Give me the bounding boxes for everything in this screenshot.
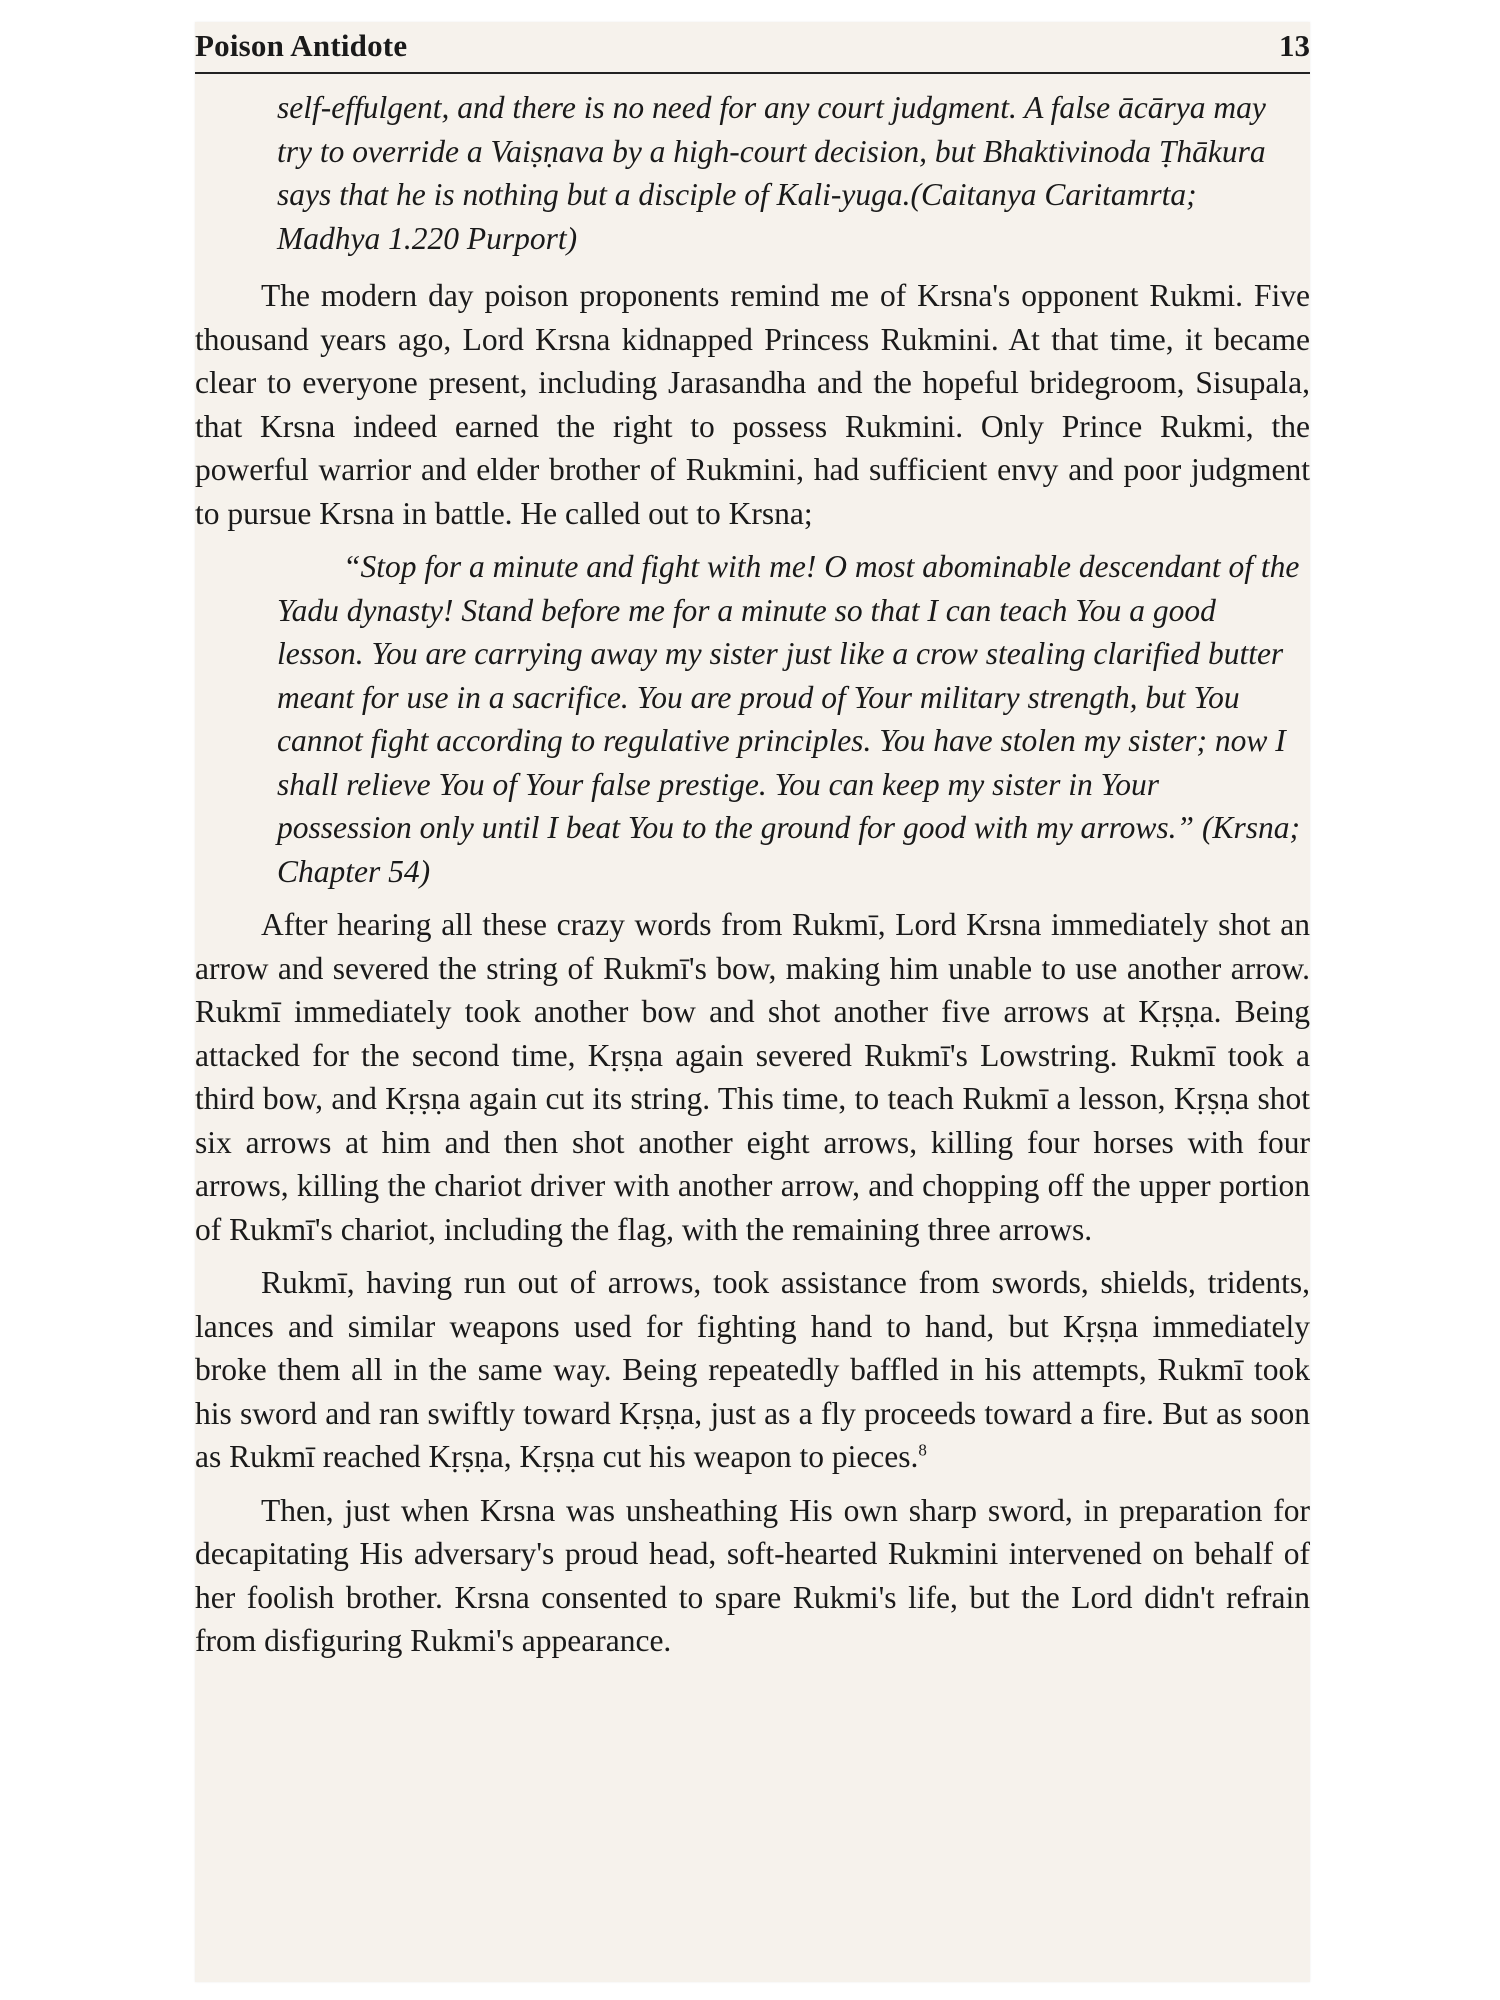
quote-block-rukmi-challenge: “Stop for a minute and fight with me! O most abominable descendant of the Yadu dynasty! Stand before me for a minute so that I can teach You a good lesson. You are carrying away my sister just like a crow stealing clarified butter meant for use in a sacrifice. You are proud of Your military strength, but You cannot fight according to regulative principles. You have stolen my sister; now I shall relieve You of Your false prestige. You can keep my sister in Your possession only until I beat You to the ground for good with my arrows.” (Krsna; Chapter 54) (277, 549, 1300, 889)
paragraph-rukmini-intervenes: Then, just when Krsna was unsheathing His own sharp sword, in preparation for decapitating His adversary's proud head, soft-hearted Rukmini intervened on behalf of her foolish brother. Krsna consented to spare Rukmi's life, but the Lord didn't refrain from disfiguring Rukmi's appearance. (195, 1492, 1310, 1658)
running-title: Poison Antidote (195, 28, 408, 63)
paragraph-weapons-broken-text: Rukmī, having run out of arrows, took assistance from swords, shields, tridents, lances and similar weapons used for fighting hand to hand, but Kṛṣṇa immediately broke them all in the same way. Being repeatedly baffled in his attempts, Rukmī took his sword and ran swiftly toward Kṛṣṇa, just as a fly proceeds toward a fire. But as soon as Rukmī reached Kṛṣṇa, Kṛṣṇa cut his weapon to pieces. (195, 1265, 1310, 1474)
paragraph-rukmi-opponent: The modern day poison proponents remind me of Krsna's opponent Rukmi. Five thousand years ago, Lord Krsna kidnapped Princess Rukmini. At that time, it became clear to everyone present, including Jarasandha and the hopeful bridegroom, Sisupala, that Krsna indeed earned the right to possess Rukmini. Only Prince Rukmi, the powerful warrior and elder brother of Rukmini, had sufficient envy and poor judgment to pursue Krsna in battle. He called out to Krsna; (195, 278, 1310, 531)
page-header (195, 22, 1310, 74)
paragraph-battle-arrows: After hearing all these crazy words from Rukmī, Lord Krsna immediately shot an arrow and severed the string of Rukmī's bow, making him unable to use another arrow. Rukmī immediately took another bow and shot another five arrows at Kṛṣṇa. Being attacked for the second time, Kṛṣṇa again severed Rukmī's Lowstring. Rukmī took a third bow, and Kṛṣṇa again cut its string. This time, to teach Rukmī a lesson, Kṛṣṇa shot six arrows at him and then shot another eight arrows, killing four horses with four arrows, killing the chariot driver with another arrow, and chopping off the upper portion of Rukmī's chariot, including the flag, with the remaining three arrows. (195, 907, 1310, 1247)
paragraph-weapons-broken (195, 1261, 1310, 1479)
page-body (195, 86, 1310, 1673)
footnote-marker: 8 (918, 1440, 927, 1460)
book-page (195, 22, 1310, 1982)
quote-block-caitanya-caritamrta: self-effulgent, and there is no need for any court judgment. A false ācārya may try to override a Vaiṣṇava by a high-court decision, but Bhaktivinoda Ṭhākura says that he is nothing but a disciple of Kali-yuga.(Caitanya Caritamrta; Madhya 1.220 Purport) (277, 90, 1266, 256)
page-number: 13 (1279, 28, 1310, 63)
